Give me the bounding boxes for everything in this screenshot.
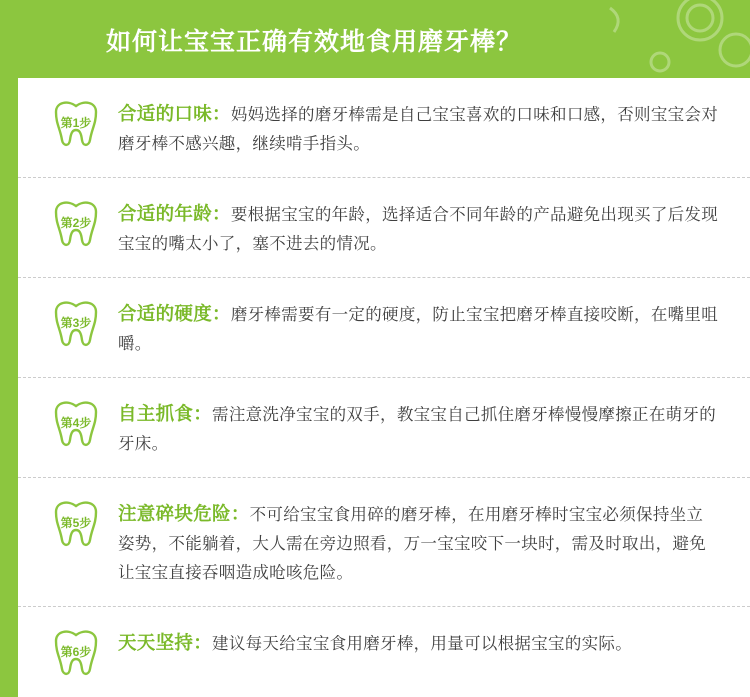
list-item bbox=[18, 378, 750, 478]
step-content bbox=[118, 196, 720, 259]
decorative-circles-icon bbox=[550, 0, 750, 78]
step-title: 合适的硬度 bbox=[118, 303, 213, 324]
step-content bbox=[118, 96, 720, 159]
step-text: 要根据宝宝的年龄，选择适合不同年龄的产品避免出现买了后发现宝宝的嘴太小了，塞不进去的情况。 bbox=[118, 206, 719, 253]
step-title: 自主抓食 bbox=[118, 403, 194, 424]
step-badge: 第1步 bbox=[60, 116, 92, 130]
step-text: 建议每天给宝宝食用磨牙棒，用量可以根据宝宝的实际。 bbox=[212, 635, 633, 653]
step-colon: ： bbox=[212, 303, 231, 324]
step-badge: 第4步 bbox=[60, 416, 92, 430]
tooth-icon bbox=[48, 498, 104, 550]
page-header bbox=[18, 0, 750, 78]
tooth-icon bbox=[48, 627, 104, 679]
step-content bbox=[118, 496, 720, 588]
step-badge: 第5步 bbox=[60, 516, 92, 530]
step-colon: ： bbox=[212, 103, 231, 124]
list-item bbox=[18, 178, 750, 278]
left-accent-bar bbox=[0, 0, 18, 697]
step-title: 合适的年龄 bbox=[118, 203, 213, 224]
tooth-icon bbox=[48, 198, 104, 250]
step-title: 注意碎块危险 bbox=[118, 503, 231, 524]
step-text: 妈妈选择的磨牙棒需是自己宝宝喜欢的口味和口感，否则宝宝会对磨牙棒不感兴趣，继续啃手指头。 bbox=[118, 106, 719, 153]
list-item bbox=[18, 278, 750, 378]
page-title: 如何让宝宝正确有效地食用磨牙棒？ bbox=[106, 28, 523, 56]
steps-list bbox=[18, 78, 750, 697]
step-text: 需注意洗净宝宝的双手，教宝宝自己抓住磨牙棒慢慢摩擦正在萌牙的牙床。 bbox=[118, 406, 717, 453]
list-item bbox=[18, 607, 750, 697]
step-badge: 第6步 bbox=[60, 645, 92, 659]
step-colon: ： bbox=[193, 403, 213, 424]
step-title: 合适的口味 bbox=[118, 103, 213, 124]
list-item bbox=[18, 78, 750, 178]
step-content bbox=[118, 296, 720, 359]
step-text: 磨牙棒需要有一定的硬度，防止宝宝把磨牙棒直接咬断，在嘴里咀嚼。 bbox=[118, 306, 719, 353]
step-badge: 第3步 bbox=[60, 316, 92, 330]
list-item bbox=[18, 478, 750, 607]
step-colon: ： bbox=[193, 632, 213, 653]
step-text: 不可给宝宝食用碎的磨牙棒，在用磨牙棒时宝宝必须保持坐立姿势，不能躺着，大人需在旁边照看，万一宝宝咬下一块时，需及时取出，避免让宝宝直接吞咽造成呛咳危险。 bbox=[118, 506, 706, 582]
tooth-icon bbox=[48, 298, 104, 350]
step-badge: 第2步 bbox=[60, 216, 92, 230]
step-content bbox=[118, 625, 720, 659]
tooth-icon bbox=[48, 398, 104, 450]
step-colon: ： bbox=[212, 203, 231, 224]
tooth-icon bbox=[48, 98, 104, 150]
step-content bbox=[118, 396, 720, 459]
step-colon: ： bbox=[230, 503, 250, 524]
step-title: 天天坚持 bbox=[118, 632, 194, 653]
